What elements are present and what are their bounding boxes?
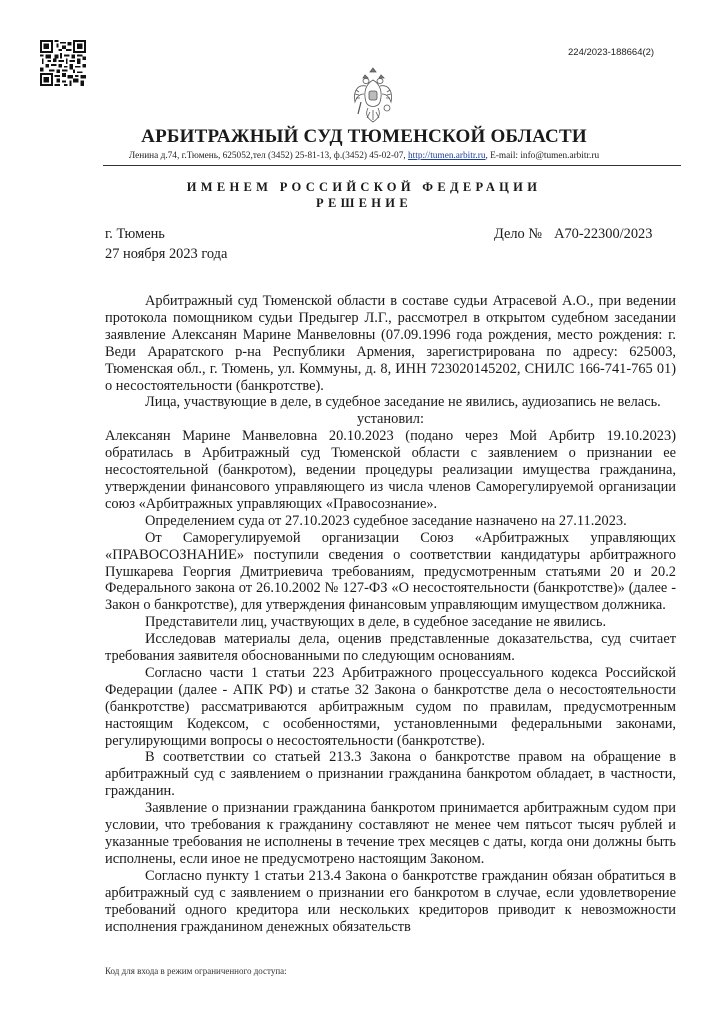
paragraph: Согласно части 1 статьи 223 Арбитражного процессуального кодекса Российской Федерации (далее - АПК РФ) и статье 32 Закона о банкротстве дела о несостоятельности (банкротстве) рассматриваются арбитражным судом по правилам, предусмотренным настоящим Кодексом, с особенностями, установленными федеральными законами, регулирующими вопросы о несостоятельности (банкротстве). xyxy=(105,664,676,749)
paragraph: Алексанян Марине Манвеловна 20.10.2023 (подано через Мой Арбитр 19.10.2023) обратилась в Арбитражный суд Тюменской области с заявлением о признании ее несостоятельной (банкротом), ведении процедуры реализации имущества гражданина, утверждении финансового управляющего из числа членов Саморегулируемой организации союз «Арбитражных управляющих «Правосознание». xyxy=(105,428,676,512)
header-divider xyxy=(103,165,681,166)
decision-body xyxy=(105,293,676,935)
paragraph: Арбитражный суд Тюменской области в составе судьи Атрасевой А.О., при ведении протокола помощником судьи Предыгер Л.Г., рассмотрел в открытом судебном заседании заявление Алексанян Марине Манвеловны (07.09.1996 года рождения, место рождения: г. Веди Араратского р-на Республики Армения, зарегистрирована по адресу: 625003, Тюменская обл., г. Тюмень, ул. Коммуны, д. 8, ИНН 723020145202, СНИЛС 166-741-765 01) о несостоятельности (банкротстве). xyxy=(105,293,676,394)
paragraph: Согласно пункту 1 статьи 213.4 Закона о банкротстве гражданин обязан обратиться в арбитражный суд с заявлением о признании его банкротом в случае, если удовлетворение требований одного кредитора или нескольких кредиторов приводит к невозможности исполнения гражданином денежных обязательств xyxy=(105,867,676,935)
case-number-value: А70-22300/2023 xyxy=(554,226,653,242)
case-label: Дело № xyxy=(494,226,543,242)
court-title: АРБИТРАЖНЫЙ СУД ТЮМЕНСКОЙ ОБЛАСТИ xyxy=(141,126,587,147)
court-address xyxy=(0,151,728,161)
address-text: Ленина д.74, г.Тюмень, 625052,тел (3452) 25-81-13, ф.(3452) 45-02-07, xyxy=(128,151,409,161)
paragraph: Исследовав материалы дела, оценив представленные доказательства, суд считает требования заявителя обоснованными по следующим основаниям. xyxy=(105,631,676,665)
decision-date: 27 ноября 2023 года xyxy=(105,246,228,262)
paragraph: Представители лиц, участвующих в деле, в судебное заседание не явились. xyxy=(145,614,607,631)
paragraph: Определением суда от 27.10.2023 судебное заседание назначено на 27.11.2023. xyxy=(145,512,627,529)
paragraph: Заявление о признании гражданина банкротом принимается арбитражным судом при условии, что требования к гражданину составляют не менее чем пятьсот тысяч рублей и указанные требования не исполнены в течение трех месяцев с даты, когда они должны быть исполнены, если иное не предусмотрено настоящим Законом. xyxy=(105,800,676,867)
established-heading: установил: xyxy=(356,411,424,428)
paragraph: Лица, участвующие в деле, в судебное заседание не явились, аудиозапись не велась. xyxy=(145,394,661,411)
court-website-link[interactable]: http://tumen.arbitr.ru xyxy=(408,151,486,161)
access-code-label: Код для входа в режим ограниченного доступа: xyxy=(105,966,287,976)
russian-coat-of-arms-emblem xyxy=(351,66,395,124)
paragraph: В соответствии со статьей 213.3 Закона о банкротстве правом на обращение в арбитражный суд с заявлением о признании гражданина банкротом обладает, в частности, гражданин. xyxy=(105,749,676,800)
decision-heading: РЕШЕНИЕ xyxy=(316,196,412,210)
paragraph: От Саморегулируемой организации Союз «Арбитражных управляющих «ПРАВОСОЗНАНИЕ» поступили сведения о соответствии кандидатуры арбитражного Пушкарева Георгия Дмитриевича требованиям, предусмотренным статьями 20 и 20.2 Федерального закона от 26.10.2002 № 127-ФЗ «О несостоятельности (банкротстве)» (далее - Закон о банкротстве), для утверждения финансовым управляющим имуществом должника. xyxy=(105,529,676,614)
in-the-name-heading: ИМЕНЕМ РОССИЙСКОЙ ФЕДЕРАЦИИ xyxy=(186,180,542,194)
case-number xyxy=(494,226,652,243)
city: г. Тюмень xyxy=(105,226,165,242)
qr-code-icon xyxy=(40,40,86,86)
document-id: 224/2023-188664(2) xyxy=(568,47,655,58)
address-email: , E-mail: info@tumen.arbitr.ru xyxy=(485,151,600,161)
